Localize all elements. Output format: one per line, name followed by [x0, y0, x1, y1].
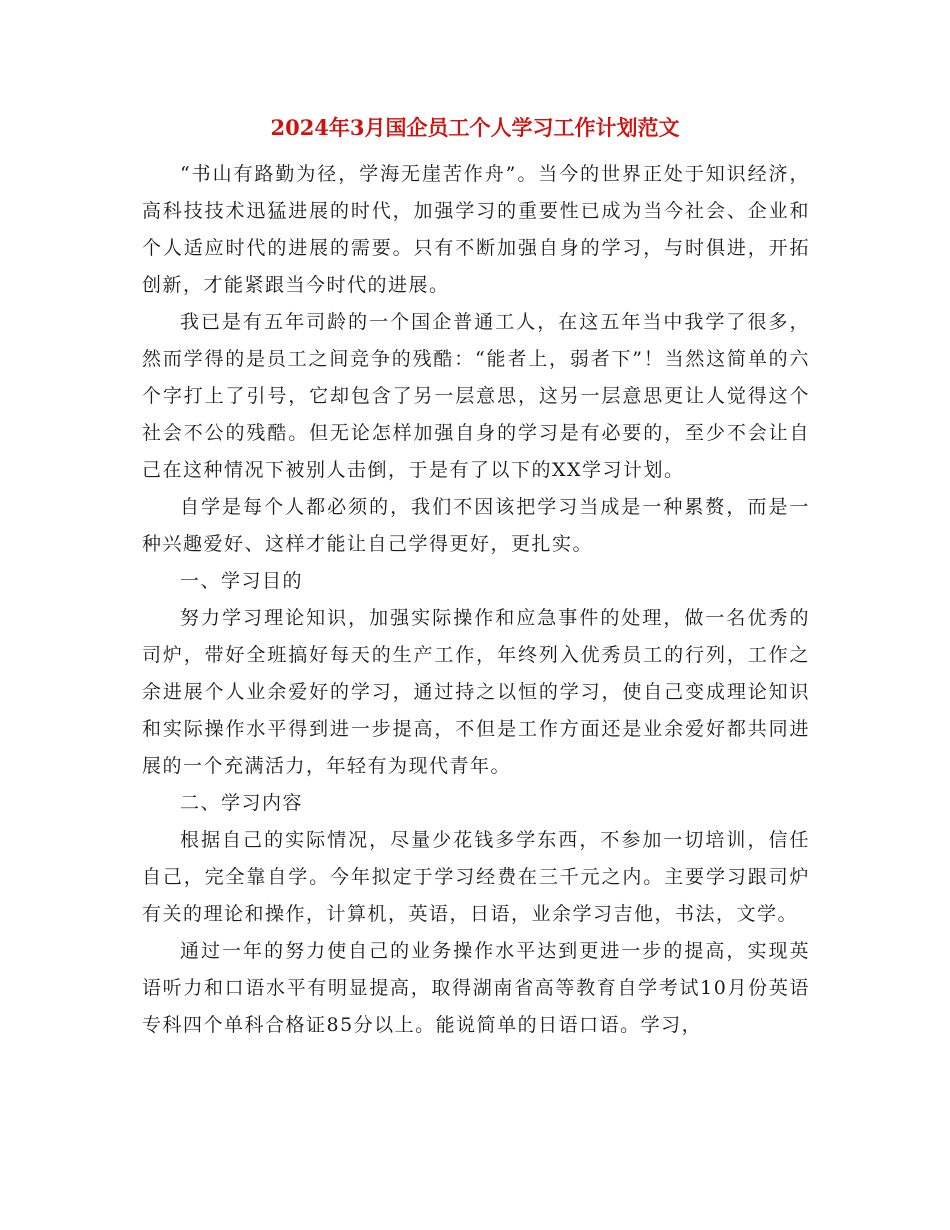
paragraph-intro-quote: “书山有路勤为径，学海无崖苦作舟”。当今的世界正处于知识经济，高科技技术迅猛进展的时代，加强学习的重要性已成为当今社会、企业和个人适应时代的进展的需要。只有不断加强自身的学习，与时俱进，开拓创新，才能紧跟当今时代的进展。 — [142, 163, 810, 296]
paragraph-content: 根据自己的实际情况，尽量少花钱多学东西，不参加一切培训，信任自己，完全靠自学。今年拟定于学习经费在三千元之内。主要学习跟司炉有关的理论和操作，计算机，英语，日语，业余学习吉他，书法，文学。 — [142, 829, 810, 925]
section-heading-purpose: 一、学习目的 — [180, 570, 304, 592]
document-title: 2024年3月国企员工个人学习工作计划范文 — [270, 115, 680, 140]
document-body — [142, 156, 810, 1044]
paragraph-background: 我已是有五年司龄的一个国企普通工人，在这五年当中我学了很多，然而学得的是员工之间竞争的残酷：“能者上，弱者下”！当然这简单的六个字打上了引号，它却包含了另一层意思，这另一层意思更让人觉得这个社会不公的残酷。但无论怎样加强自身的学习是有必要的，至少不会让自己在这种情况下被别人击倒，于是有了以下的XX学习计划。 — [142, 311, 810, 481]
section-heading-content: 二、学习内容 — [180, 792, 304, 814]
paragraph-purpose: 努力学习理论知识，加强实际操作和应急事件的处理，做一名优秀的司炉，带好全班搞好每天的生产工作，年终列入优秀员工的行列，工作之余进展个人业余爱好的学习，通过持之以恒的学习，使自己变成理论知识和实际操作水平得到进一步提高，不但是工作方面还是业余爱好都共同进展的一个充满活力，年轻有为现代青年。 — [142, 607, 810, 777]
paragraph-self-study: 自学是每个人都必须的，我们不因该把学习当成是一种累赘，而是一种兴趣爱好、这样才能让自己学得更好，更扎实。 — [142, 496, 810, 555]
paragraph-goals: 通过一年的努力使自己的业务操作水平达到更进一步的提高，实现英语听力和口语水平有明显提高，取得湖南省高等教育自学考试10月份英语专科四个单科合格证85分以上。能说简单的日语口语。学习， — [142, 940, 810, 1036]
